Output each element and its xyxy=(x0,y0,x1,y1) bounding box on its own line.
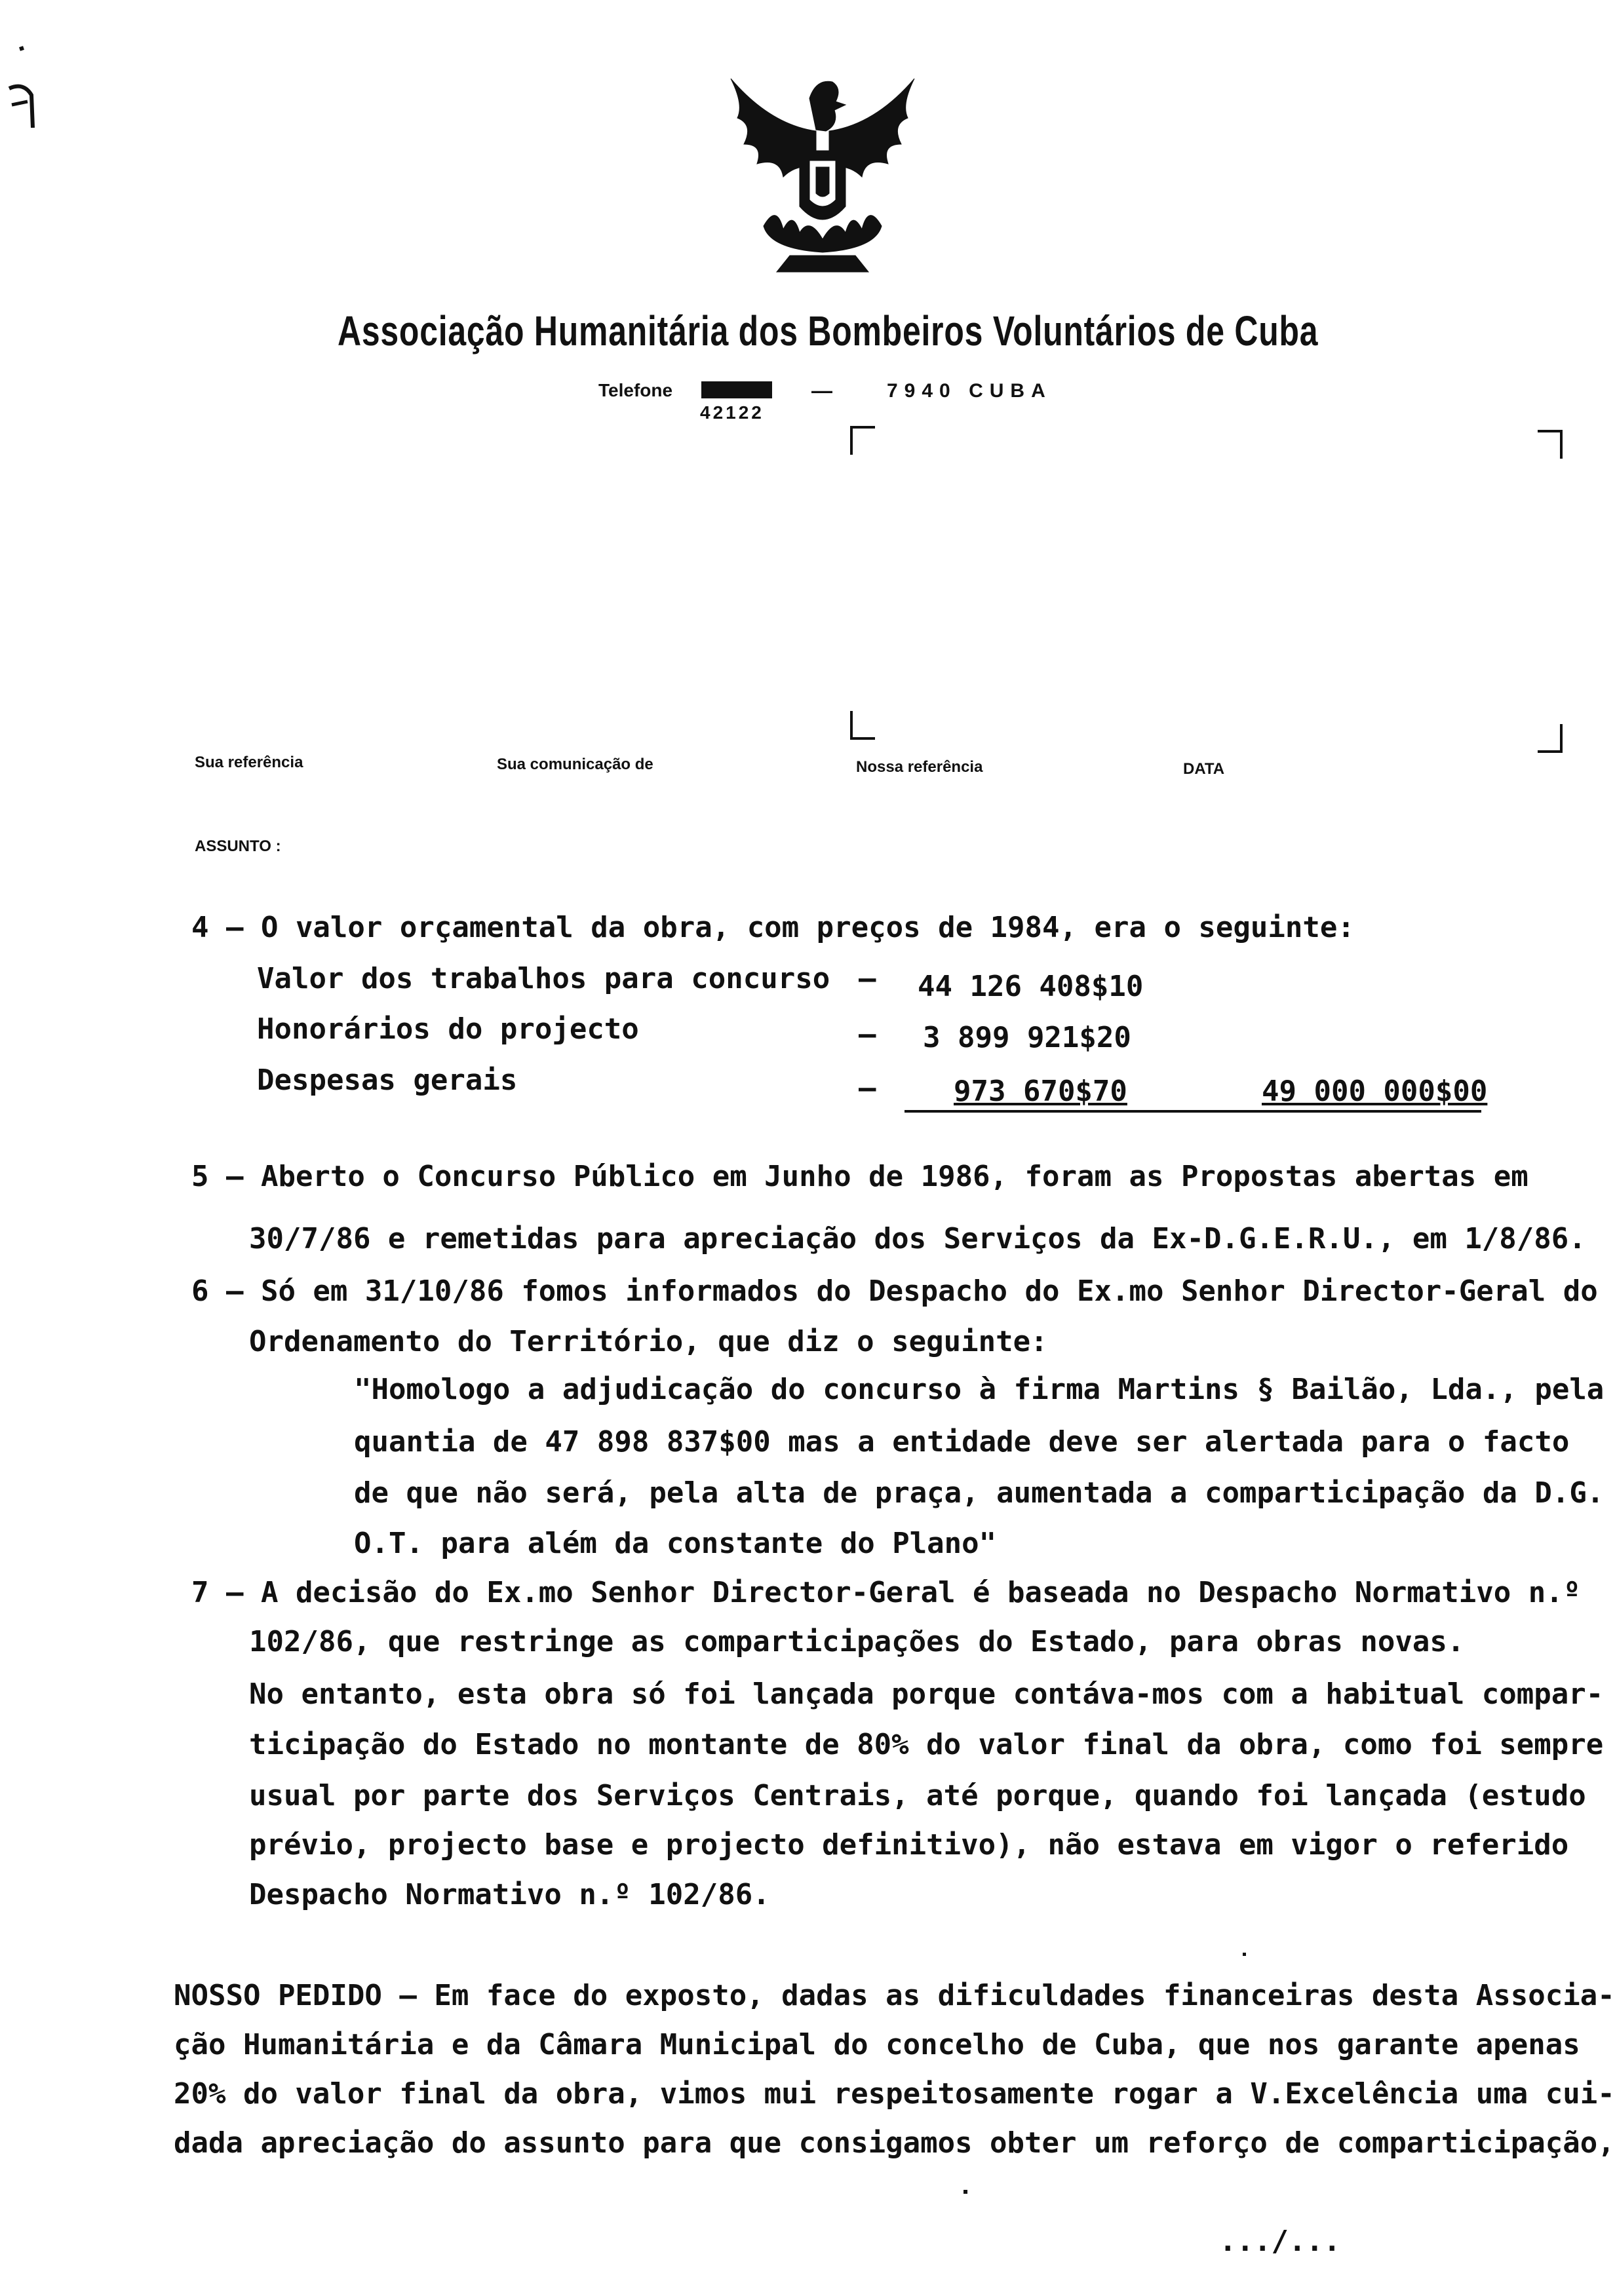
postal-code-city: 7940 CUBA xyxy=(887,380,1052,402)
paragraph-line: 102/86, que restringe as comparticipações do Estado, para obras novas. xyxy=(249,1625,1465,1658)
budget-row-dash: – xyxy=(859,962,876,995)
budget-row-label: Despesas gerais xyxy=(257,1063,518,1097)
budget-row-value: 973 670$70 xyxy=(954,1075,1127,1108)
paragraph-line: 5 – Aberto o Concurso Público em Junho de 1986, foram as Propostas abertas em xyxy=(191,1160,1528,1193)
paragraph-line: 30/7/86 e remetidas para apreciação dos Serviços da Ex-D.G.E.R.U., em 1/8/86. xyxy=(249,1222,1586,1255)
budget-total: 49 000 000$00 xyxy=(1262,1075,1488,1108)
paragraph-line: prévio, projecto base e projecto definitivo), não estava em vigor o referido xyxy=(249,1828,1569,1862)
address-window-corner-top-right xyxy=(1538,430,1563,459)
speck xyxy=(1243,1953,1246,1956)
paragraph-line: ticipação do Estado no montante de 80% do valor final da obra, como foi sempre xyxy=(249,1728,1604,1761)
eagle-crest-icon xyxy=(718,52,927,282)
paragraph-line: 7 – A decisão do Ex.mo Senhor Director-Geral é baseada no Despacho Normativo n.º xyxy=(191,1576,1581,1609)
budget-row-value: 44 126 408$10 xyxy=(918,970,1144,1003)
telephone-label: Telefone xyxy=(598,380,673,400)
telephone-number: 42122 xyxy=(700,402,764,423)
request-line: dada apreciação do assunto para que consigamos obter um reforço de comparticipação, xyxy=(174,2126,1615,2160)
budget-row-dash: – xyxy=(859,1071,876,1105)
budget-row-dash: – xyxy=(859,1018,876,1051)
paragraph-line: 6 – Só em 31/10/86 fomos informados do Despacho do Ex.mo Senhor Director-Geral do xyxy=(191,1274,1598,1308)
quoted-line: de que não será, pela alta de praça, aumentada a comparticipação da D.G. xyxy=(354,1476,1605,1510)
paragraph-line: usual por parte dos Serviços Centrais, até porque, quando foi lançada (estudo xyxy=(249,1779,1586,1812)
quoted-line: "Homologo a adjudicação do concurso à firma Martins § Bailão, Lda., pela xyxy=(354,1373,1605,1406)
address-separator: — xyxy=(811,379,832,402)
speck xyxy=(963,2190,967,2194)
your-reference-label: Sua referência xyxy=(195,754,303,771)
address-window-corner-bottom-right xyxy=(1538,724,1563,753)
our-reference-label: Nossa referência xyxy=(856,758,983,776)
budget-row-value: 3 899 921$20 xyxy=(923,1021,1131,1054)
quoted-line: O.T. para além da constante do Plano" xyxy=(354,1527,997,1560)
budget-row-label: Valor dos trabalhos para concurso xyxy=(257,962,830,995)
continuation-marker: .../... xyxy=(1219,2225,1341,2258)
paragraph-line: Despacho Normativo n.º 102/86. xyxy=(249,1878,770,1911)
address-window-corner-top-left xyxy=(850,426,875,455)
request-line: NOSSO PEDIDO – Em face do exposto, dadas as dificuldades financeiras desta Associa- xyxy=(174,1979,1615,2012)
budget-row-label: Honorários do projecto xyxy=(257,1012,639,1046)
organization-title: Associação Humanitária dos Bombeiros Voluntários de Cuba xyxy=(338,307,1319,354)
request-line: 20% do valor final da obra, vimos mui respeitosamente rogar a V.Excelência uma cui- xyxy=(174,2077,1615,2111)
telephone-redaction xyxy=(701,381,772,398)
quoted-line: quantia de 47 898 837$00 mas a entidade deve ser alertada para o facto xyxy=(354,1425,1570,1459)
subject-label: ASSUNTO : xyxy=(195,837,281,855)
total-underline xyxy=(905,1110,1481,1113)
date-label: DATA xyxy=(1183,760,1225,778)
address-window-corner-bottom-left xyxy=(850,711,875,740)
your-communication-label: Sua comunicação de xyxy=(497,756,653,773)
request-line: ção Humanitária e da Câmara Municipal do concelho de Cuba, que nos garante apenas xyxy=(174,2028,1580,2061)
paragraph-line: Ordenamento do Território, que diz o seguinte: xyxy=(249,1325,1048,1358)
item4-intro: 4 – O valor orçamental da obra, com preços de 1984, era o seguinte: xyxy=(191,911,1355,944)
paragraph-line: No entanto, esta obra só foi lançada porque contáva-mos com a habitual compar- xyxy=(249,1677,1604,1711)
margin-handwritten-mark xyxy=(0,36,59,128)
